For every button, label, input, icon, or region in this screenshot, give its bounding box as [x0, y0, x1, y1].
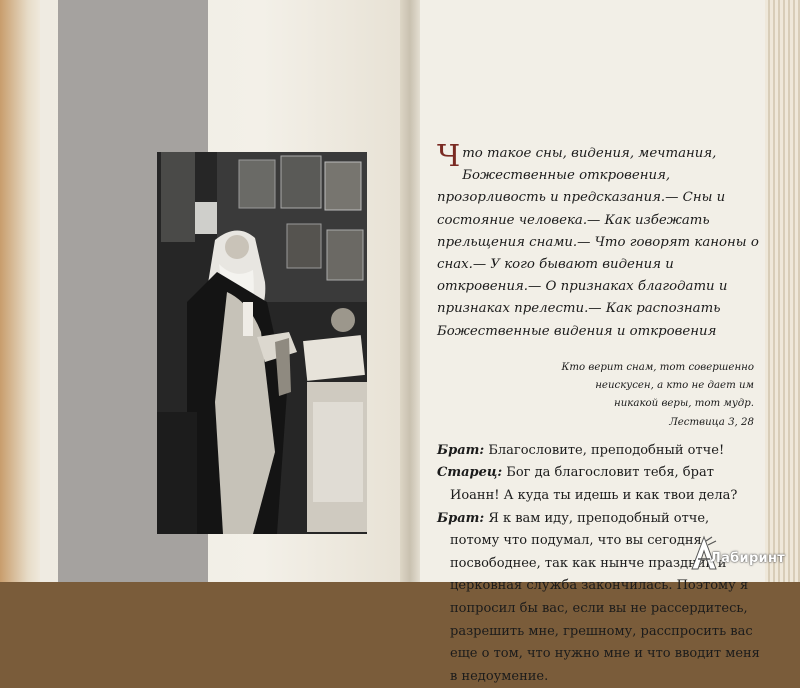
- epigraph-line: Кто верит снам, тот совершенно: [561, 361, 754, 373]
- dialog-turn: [437, 462, 762, 507]
- dialog-text: Я к вам иду, преподобный отче, потому что подумал, что вы сегодня посвободнее, так как нынче праздник и церковная служба закончилась. Поэтому я попросил бы вас, если вы не рассердитесь, разрешить мне, грешному, расспросить вас еще о том, что нужно мне и что вводит меня в недоумение.: [450, 510, 760, 684]
- chapter-intro-text: то такое сны, видения, мечтания, Божественные откровения, прозорливость и предсказания.— Сны и состояние человека.— Как избежать прельщения снами.— Что говорят каноны о снах.— У кого бывают видения и откровения.— О признаках благодати и признаках прелести.— Как распознать Божественные видения и откровения: [437, 146, 759, 339]
- epigraph-source: Лествица 3, 28: [669, 416, 754, 428]
- right-page-edge: [765, 0, 800, 582]
- epigraph: [527, 359, 754, 413]
- speaker-label: Брат:: [437, 510, 485, 526]
- dialog-text: Бог да благословит тебя, брат Иоанн! А куда ты идешь и как твои дела?: [450, 465, 738, 504]
- labyrinth-watermark: [690, 533, 798, 573]
- page-text: [437, 139, 762, 688]
- chapter-intro: [437, 139, 762, 343]
- left-page-edge: [0, 0, 40, 582]
- epigraph-line: неискусен, а кто не дает им: [595, 379, 754, 391]
- dialog-text: Благословите, преподобный отче!: [484, 442, 725, 458]
- book-gutter: [400, 0, 422, 582]
- epigraph-line: никакой веры, тот мудр.: [614, 397, 754, 409]
- speaker-label: Брат:: [437, 442, 485, 458]
- dialog-turn: [437, 440, 762, 463]
- elder-photo-drawing: [157, 152, 367, 534]
- elder-photo: [157, 152, 367, 534]
- watermark-text: Лабиринт: [710, 551, 786, 566]
- speaker-label: Старец:: [437, 465, 503, 481]
- drop-cap: Ч: [437, 139, 461, 174]
